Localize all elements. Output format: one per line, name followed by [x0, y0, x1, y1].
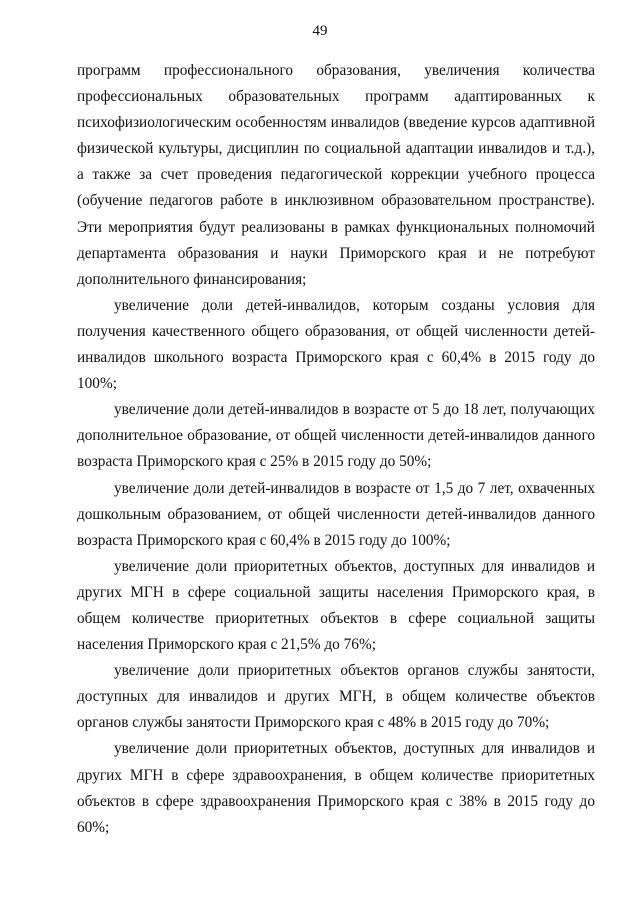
paragraph-school-education: увеличение доли детей-инвалидов, которым созданы условия для получения качественного общего образования, от общей численности детей-инвалидов школьного возраста Приморского края с 60,4% в 2015 году до 100%;	[77, 296, 595, 393]
paragraph-social-protection-objects: увеличение доли приоритетных объектов, доступных для инвалидов и других МГН в сфере социальной защиты населения Приморского края, в общем количестве приоритетных объектов в сфере социальной защиты населения Приморского края с 21,5% до 76%;	[77, 557, 595, 654]
paragraph-employment-service-objects: увеличение доли приоритетных объектов органов службы занятости, доступных для инвалидов и других МГН, в общем количестве объектов органов службы занятости Приморского края с 48% в 2015 году до 70%;	[77, 662, 595, 732]
page-number: 49	[312, 23, 328, 39]
paragraph-additional-education: увеличение доли детей-инвалидов в возрасте от 5 до 18 лет, получающих дополнительное образование, от общей численности детей-инвалидов данного возраста Приморского края с 25% в 2015 году до 50%;	[77, 401, 595, 471]
document-body	[77, 58, 595, 841]
paragraph-preschool-education: увеличение доли детей-инвалидов в возрасте от 1,5 до 7 лет, охваченных дошкольным образованием, от общей численности детей-инвалидов данного возраста Приморского края с 60,4% в 2015 году до 100%;	[77, 479, 595, 549]
paragraph-healthcare-objects: увеличение доли приоритетных объектов, доступных для инвалидов и других МГН в сфере здравоохранения, в общем количестве приоритетных объектов в сфере здравоохранения Приморского края с 38% в 2015 году до 60%;	[77, 740, 595, 836]
paragraph-continuation: программ профессионального образования, увеличения количества профессиональных образовательных программ адаптированных к психофизиологическим особенностям инвалидов (введение курсов адаптивной физической культуры, дисциплин по социальной адаптации инвалидов и т.д.), а также за счет проведения педагогической коррекции учебного процесса (обучение педагогов работе в инклюзивном образовательном пространстве). Эти мероприятия будут реализованы в рамках функциональных полномочий департамента образования и науки Приморского края и не потребуют дополнительного финансирования;	[77, 62, 595, 288]
